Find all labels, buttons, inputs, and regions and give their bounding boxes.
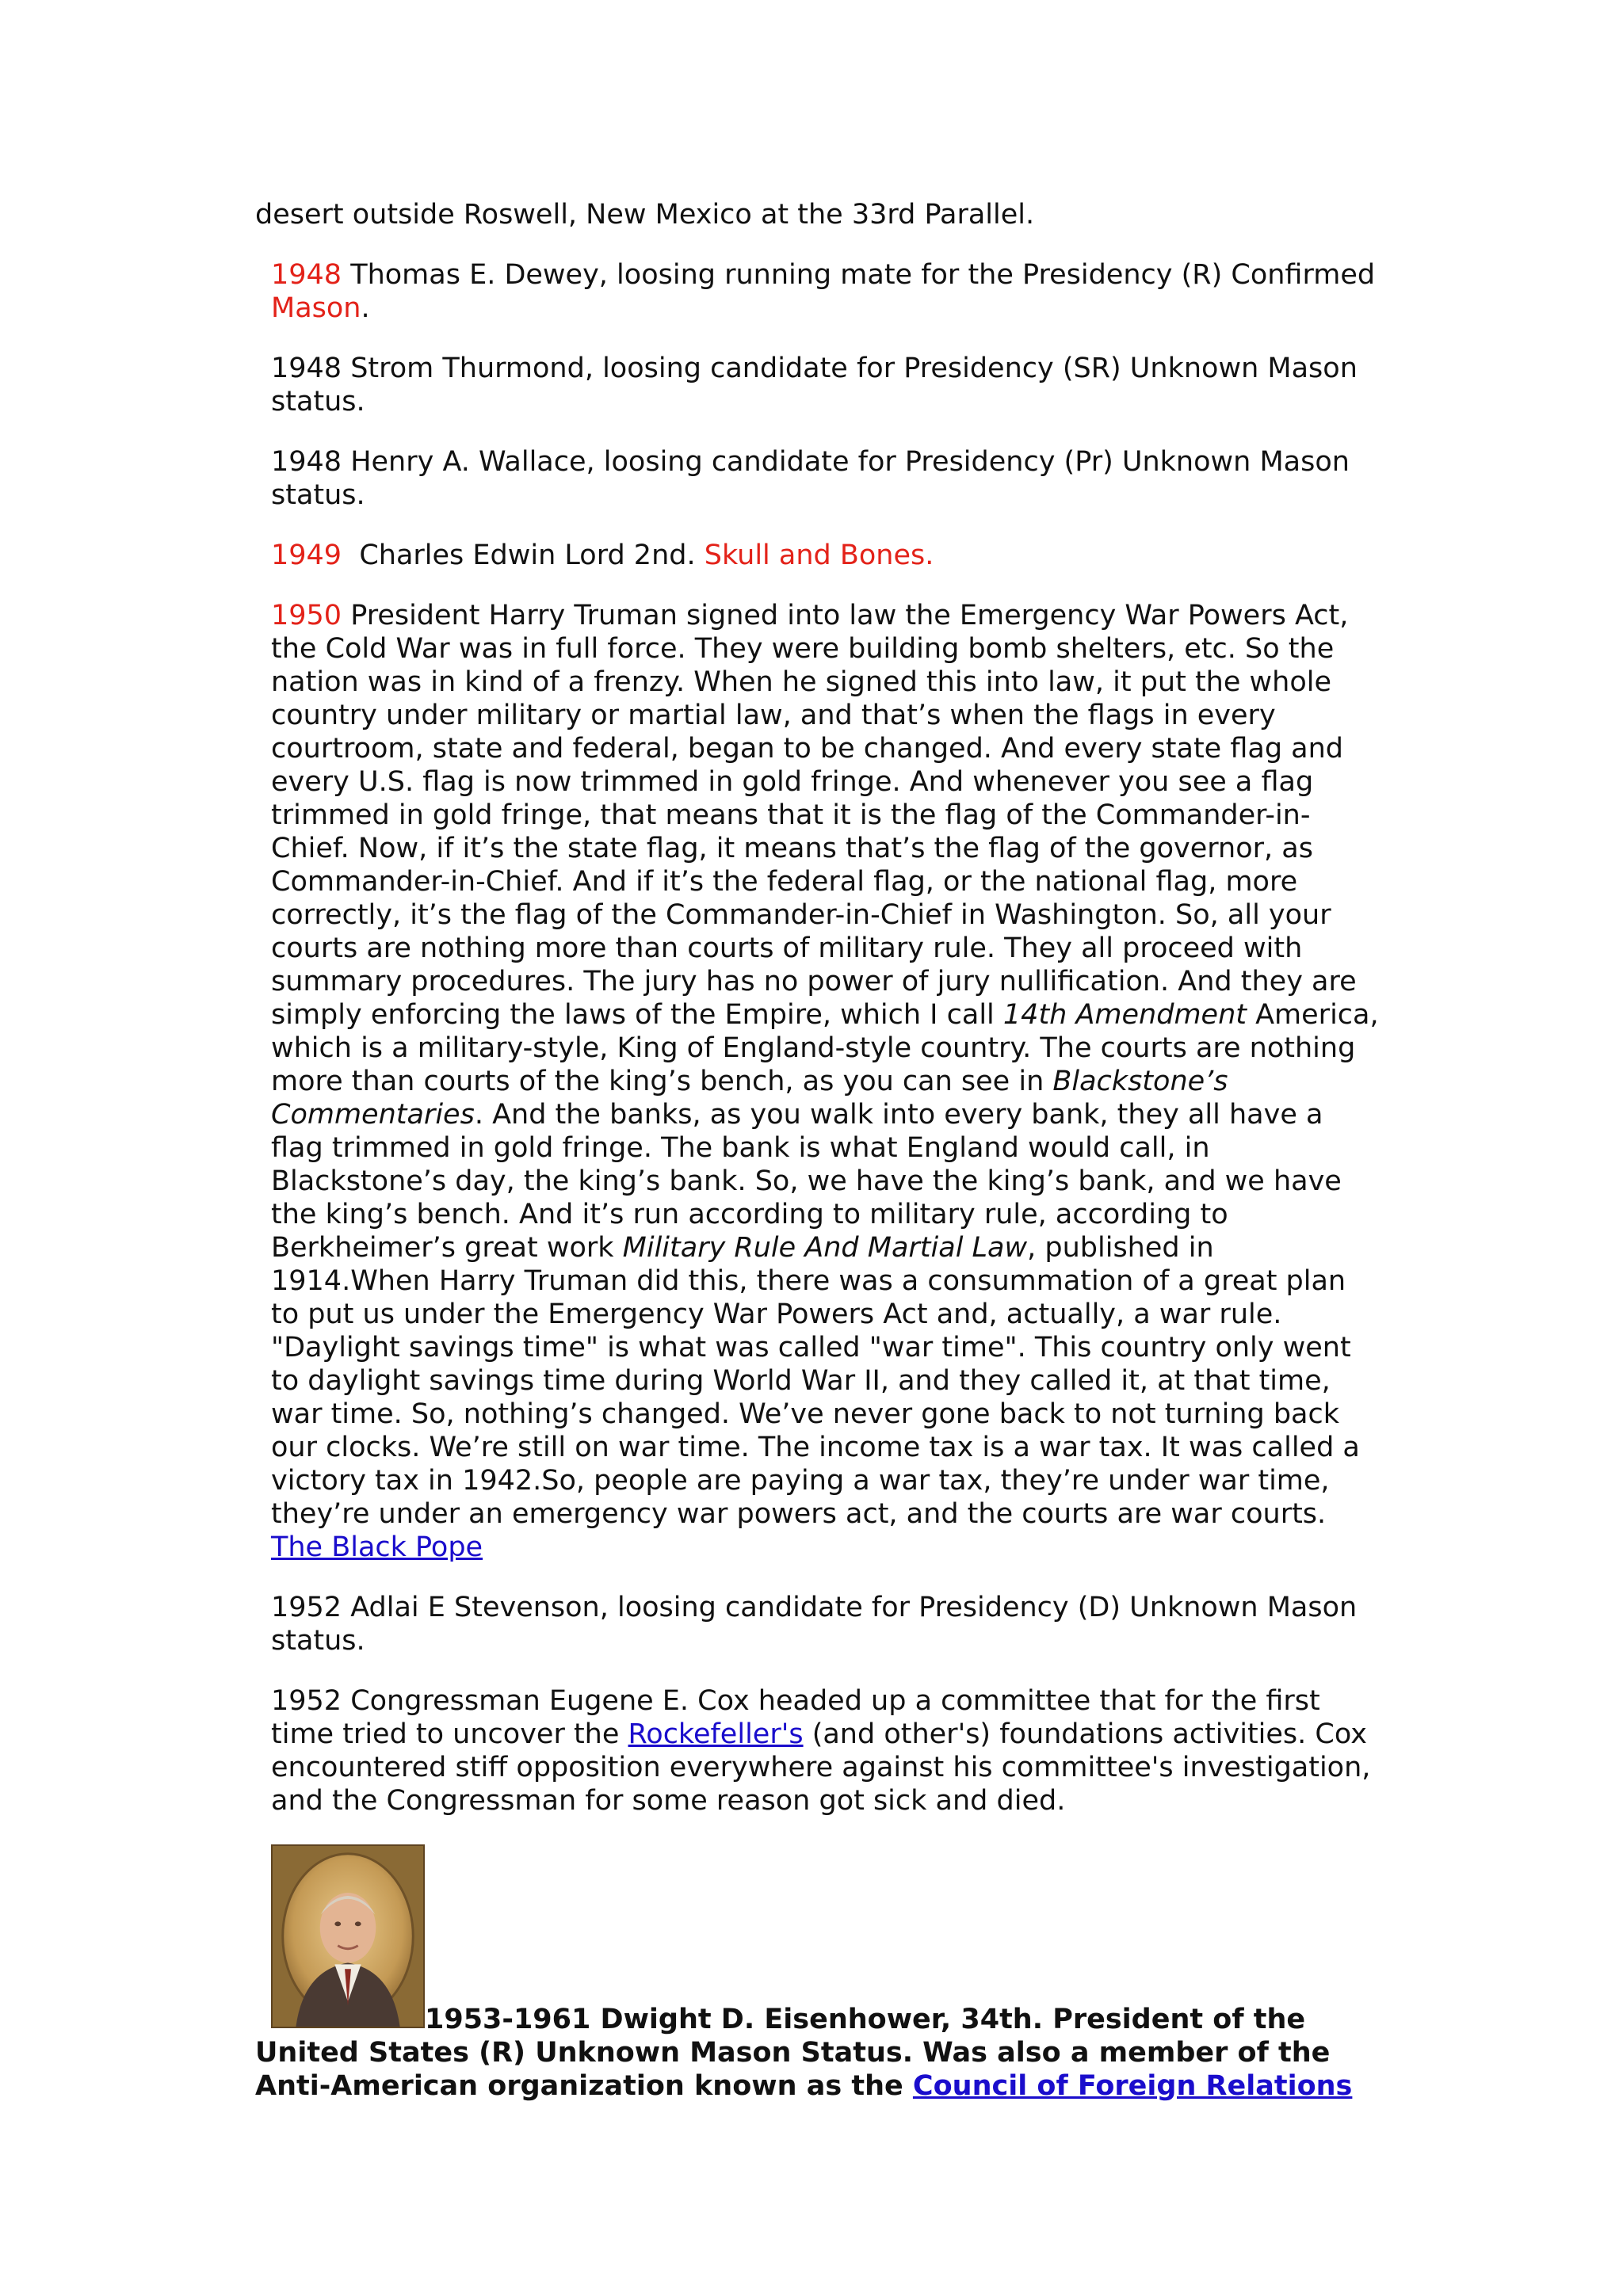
paragraph-dewey: 1948 Thomas E. Dewey, loosing running mate for the Presidency (R) Confirmed Mason. xyxy=(271,259,1376,324)
paragraph-roswell: desert outside Roswell, New Mexico at the 33rd Parallel. xyxy=(255,199,1035,231)
rockefeller-link[interactable]: Rockefeller's xyxy=(628,1718,804,1750)
paragraph-eisenhower: 1953-1961 Dwight D. Eisenhower, 34th. President of the United States (R) Unknown Mason Status. Was also a member of the Anti-American organization known as the Council of Foreign Relations xyxy=(255,1844,1381,2103)
paragraph-stevenson: 1952 Adlai E Stevenson, loosing candidate for Presidency (D) Unknown Mason status. xyxy=(271,1592,1358,1657)
paragraph-lord: 1949 Charles Edwin Lord 2nd. Skull and Bones. xyxy=(271,540,934,571)
paragraph-truman: 1950 President Harry Truman signed into law the Emergency War Powers Act, the Cold War was in full force. They were building bomb shelters, etc. So the nation was in kind of a frenzy. When he signed this into law, it put the whole country under military or martial law, and that’s when the flags in every courtroom, state and federal, began to be changed. And every state flag and every U.S. flag is now trimmed in gold fringe. And whenever you see a flag trimmed in gold fringe, that means that it is the flag of the Commander-in-Chief. Now, if it’s the state flag, it means that’s the flag of the governor, as Commander-in-Chief. And if it’s the federal flag, or the national flag, more correctly, it’s the flag of the Commander-in-Chief in Washington. So, all your courts are nothing more than courts of military rule. They all proceed with summary procedures. The jury has no power of jury nullification. And they are simply enforcing the laws of the Empire, which I call 14th Amendment America, which is a military-style, King of England-style country. The courts are nothing more than courts of the king’s bench, as you can see in Blackstone’s Commentaries. And the banks, as you walk into every bank, they all have a flag trimmed in gold fringe. The bank is what England would call, in Blackstone’s day, the king’s bank. So, we have the king’s bank, and we have the king’s bench. And it’s run according to military rule, according to Berkheimer’s great work Military Rule And Martial Law, published in 1914.When Harry Truman did this, there was a consummation of a great plan to put us under the Emergency War Powers Act and, actually, a war rule. "Daylight savings time" is what was called "war time". This country only went to daylight savings time during World War II, and they called it, at that time, war time. So, nothing’s changed. We’ve never gone back to not turning back our clocks. We’re still on war time. The income tax is a war tax. It was called a victory tax in 1942.So, people are paying a war tax, they’re under war time, they’re under an emergency war powers act, and the courts are war courts. The Black Pope xyxy=(271,600,1379,1563)
document-body xyxy=(255,198,1381,2130)
year-1948: 1948 xyxy=(271,259,342,291)
paragraph-wallace: 1948 Henry A. Wallace, loosing candidate for Presidency (Pr) Unknown Mason status. xyxy=(271,446,1350,511)
year-1950: 1950 xyxy=(271,600,342,631)
cfr-link[interactable]: Council of Foreign Relations xyxy=(912,2070,1353,2102)
eisenhower-portrait-image xyxy=(271,1844,425,2028)
paragraph-thurmond: 1948 Strom Thurmond, loosing candidate for Presidency (SR) Unknown Mason status. xyxy=(271,353,1358,418)
black-pope-link[interactable]: The Black Pope xyxy=(271,1531,483,1563)
skull-and-bones-label: Skull and Bones. xyxy=(704,540,934,571)
year-1949: 1949 xyxy=(271,540,342,571)
mason-label: Mason xyxy=(271,292,361,324)
paragraph-cox: 1952 Congressman Eugene E. Cox headed up a committee that for the first time tried to uncover the Rockefeller's (and other's) foundations activities. Cox encountered stiff opposition everywhere against his committee's investigation, and the Congressman for some reason got sick and died. xyxy=(271,1685,1371,1817)
